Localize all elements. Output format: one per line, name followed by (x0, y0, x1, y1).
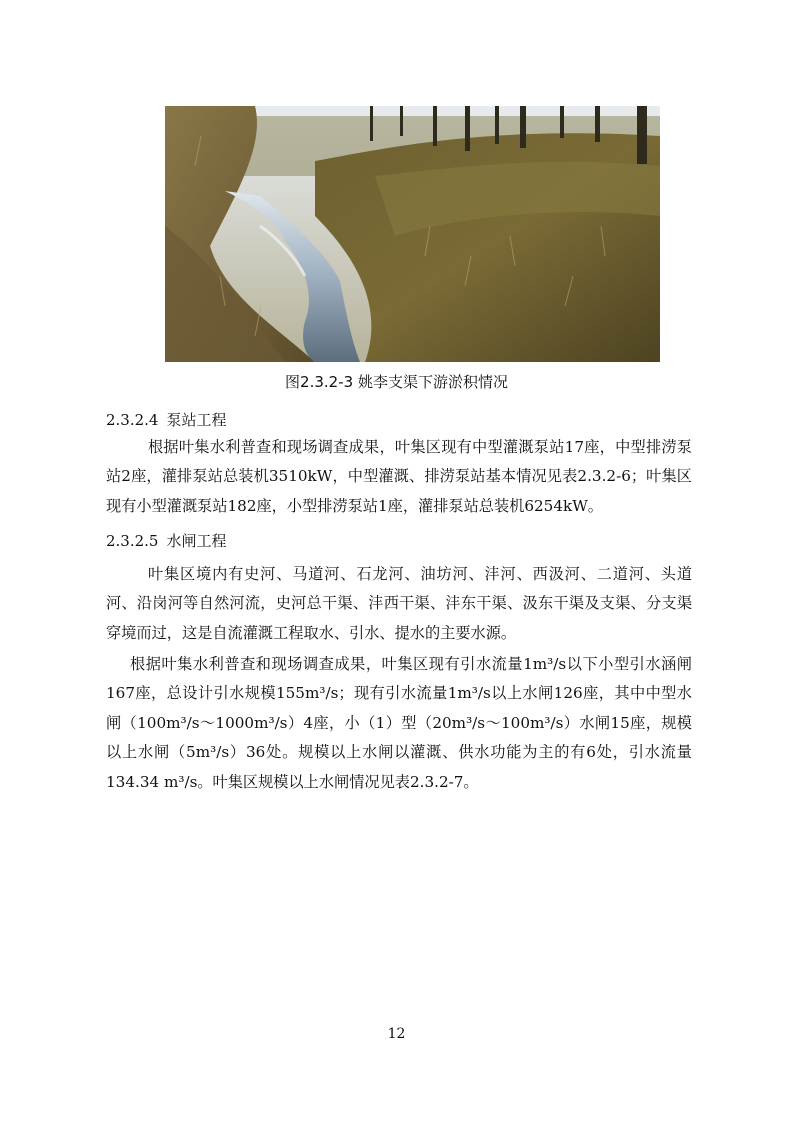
paragraph-sluices: 根据叶集水利普查和现场调查成果，叶集区现有引水流量1m³/s以下小型引水涵闸167座，总设计引水规模155m³/s；现有引水流量1m³/s以上水闸126座，其中中型水闸（100m³/s～1000m³/s）4座，小（1）型（20m³/s～100m³/s）水闸15座，规模以上水闸（5m³/s）36处。规模以上水闸以灌溉、供水功能为主的有6处，引水流量134.34 m³/s。叶集区规模以上水闸情况见表2.3.2-7。 (106, 655, 692, 791)
paragraph-rivers: 叶集区境内有史河、马道河、石龙河、油坊河、沣河、西汲河、二道河、头道河、沿岗河等自然河流，史河总干渠、沣西干渠、沣东干渠、汲东干渠及支渠、分支渠穿境而过，这是自流灌溉工程取水、引水、提水的主要水源。 (106, 565, 692, 642)
section-number: 2.3.2.5 (106, 532, 159, 550)
section-title: 泵站工程 (166, 411, 227, 429)
section-heading-sluice (106, 529, 227, 553)
paragraph-pump-station: 根据叶集水利普查和现场调查成果，叶集区现有中型灌溉泵站17座，中型排涝泵站2座，灌排泵站总装机3510kW，中型灌溉、排涝泵站基本情况见表2.3.2-6；叶集区现有小型灌溉泵站182座，小型排涝泵站1座，灌排泵站总装机6254kW。 (106, 438, 692, 515)
section-number: 2.3.2.4 (106, 411, 159, 429)
page-number: 12 (387, 1026, 406, 1042)
section-heading-pump-station (106, 408, 227, 432)
figure-photo-canal-siltation (165, 106, 660, 362)
figure-caption: 图2.3.2-3 姚李支渠下游淤积情况 (285, 373, 508, 391)
section-title: 水闸工程 (166, 532, 227, 550)
canal-photo-illustration (165, 106, 660, 362)
